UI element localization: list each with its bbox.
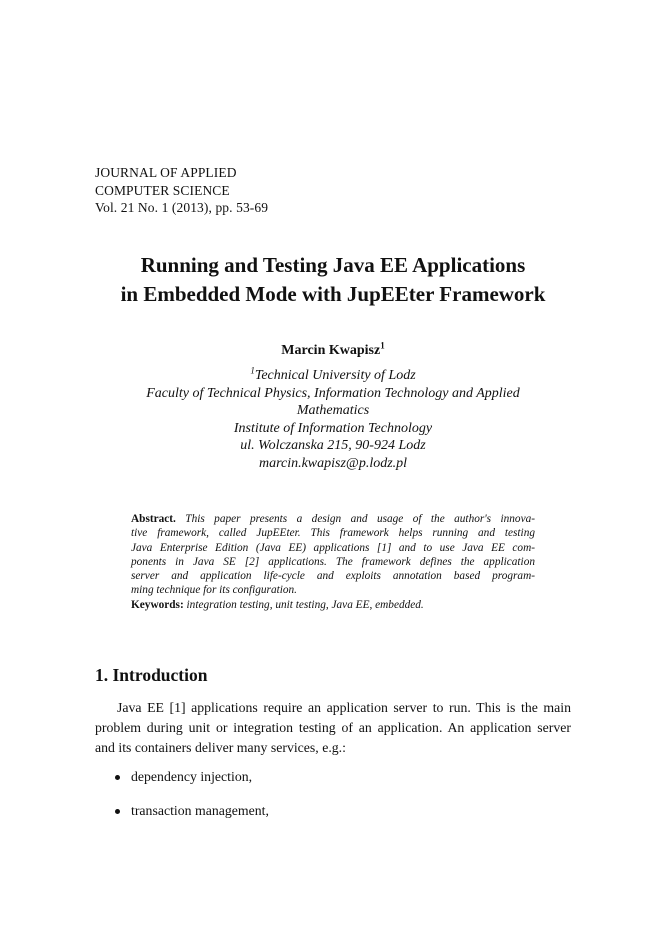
affiliation-line4: Institute of Information Technology — [233, 420, 433, 436]
author-superscript: 1 — [380, 340, 385, 351]
abstract-label: Abstract. — [131, 513, 176, 525]
bullet-icon — [115, 809, 120, 814]
list-item-text: transaction management, — [131, 803, 269, 818]
abstract-line: ming technique for its configuration. — [131, 584, 297, 597]
abstract-line: ponents in Java SE [2] applications. The framework defines the application — [131, 555, 535, 568]
author-email: marcin.kwapisz@p.lodz.pl — [258, 455, 408, 471]
affiliation-line2: Faculty of Technical Physics, Information Technology and Applied — [146, 385, 520, 401]
journal-name-line1: JOURNAL OF APPLIED — [95, 165, 237, 180]
author-name: Marcin Kwapisz — [281, 343, 381, 358]
abstract-line: server and application life-cycle and exploits annotation based program- — [131, 570, 535, 583]
intro-paragraph — [95, 698, 571, 758]
paragraph-line: and its containers deliver many services, e.g.: — [95, 740, 346, 755]
journal-name-line2: COMPUTER SCIENCE — [95, 182, 230, 198]
paper-title — [60, 251, 606, 309]
affiliation-line5: ul. Wolczanska 215, 90-924 Lodz — [240, 438, 426, 453]
journal-header — [95, 164, 268, 217]
paragraph-line: Java EE [1] applications require an application server to run. This is the main — [117, 700, 571, 715]
keywords-line — [131, 598, 535, 612]
keywords-text: integration testing, unit testing, Java EE, embedded. — [186, 598, 424, 611]
abstract — [131, 512, 535, 612]
section-heading: 1. Introduction — [95, 665, 208, 685]
affiliation-line1: $^1$Technical University of Lodz — [250, 365, 416, 383]
bullet-icon — [115, 775, 120, 780]
abstract-line: Java Enterprise Edition (Java EE) applications [1] and to use Java EE com- — [131, 541, 535, 554]
affiliation-line3: Mathematics — [296, 403, 370, 418]
keywords-label: Keywords: — [131, 598, 184, 611]
abstract-line: Abstract. This paper presents a design and usage of the author's innova- — [131, 513, 535, 525]
title-line2: in Embedded Mode with JupEEter Framework — [120, 282, 546, 306]
abstract-line: tive framework, called JupEEter. This framework helps running and testing — [131, 527, 535, 540]
affiliation — [100, 367, 566, 472]
author — [60, 342, 606, 360]
journal-volume: Vol. 21 No. 1 (2013), pp. 53-69 — [95, 200, 269, 215]
affiliation-superscript: 1 — [250, 365, 255, 376]
paragraph-line: problem during unit or integration testing of an application. An application server — [95, 720, 571, 735]
title-line1: Running and Testing Java EE Applications — [140, 253, 526, 277]
list-item-text: dependency injection, — [131, 769, 253, 784]
